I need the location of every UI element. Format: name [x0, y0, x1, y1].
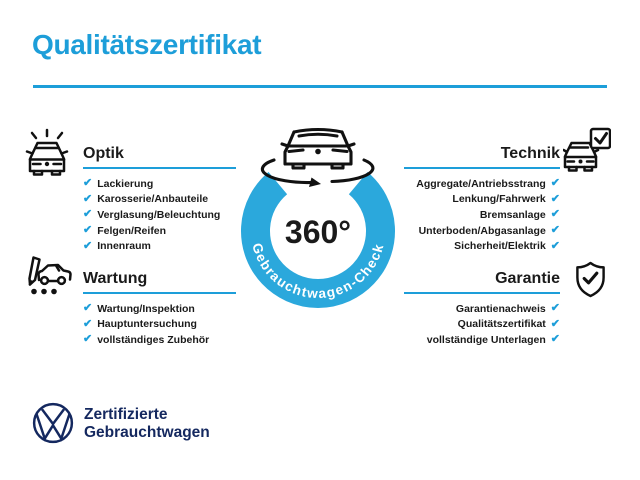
section-technik [404, 144, 560, 254]
checklist-item [83, 207, 236, 223]
checklist-item [404, 238, 560, 254]
checklist-item-label: Felgen/Reifen [97, 224, 167, 237]
checklist-item-label: vollständiges Zubehör [97, 333, 210, 346]
check-icon: ✔ [550, 208, 560, 221]
checklist-item-label: Hauptuntersuchung [97, 318, 197, 331]
checklist-item [404, 332, 560, 348]
section-divider [83, 167, 236, 169]
title-divider [33, 85, 607, 88]
checklist-item [404, 317, 560, 333]
checklist-item [404, 223, 560, 239]
checklist-item-label: Bremsanlage [479, 208, 546, 221]
brand-line-2: Gebrauchtwagen [84, 424, 210, 441]
section-wartung [83, 269, 236, 348]
check-icon: ✔ [83, 208, 93, 221]
check-icon: ✔ [550, 302, 560, 315]
checklist-item [404, 176, 560, 192]
check-icon: ✔ [550, 333, 560, 346]
check-icon: ✔ [550, 177, 560, 190]
checklist-item-label: Innenraum [97, 240, 151, 253]
check-icon: ✔ [550, 239, 560, 252]
brand-line-1: Zertifizierte [84, 406, 168, 423]
check-icon: ✔ [550, 192, 560, 205]
checklist-item-label: Verglasung/Beleuchtung [97, 208, 221, 221]
checklist-item-label: Sicherheit/Elektrik [454, 240, 546, 253]
checklist-item [404, 207, 560, 223]
checklist-item [83, 176, 236, 192]
brand-text [84, 406, 210, 442]
checklist-item-label: vollständige Unterlagen [426, 333, 546, 346]
checklist-item [83, 301, 236, 317]
checklist-item [404, 301, 560, 317]
checklist-item-label: Qualitätszertifikat [457, 318, 546, 331]
section-optik [83, 144, 236, 254]
car-360-rotation-icon [262, 130, 372, 183]
ring-label: Gebrauchtwagen-Check [249, 241, 387, 302]
checklist-item-label: Lackierung [97, 177, 154, 190]
shield-check-icon [574, 261, 607, 303]
section-title-technik: Technik [500, 145, 560, 162]
degree-label: 360° [284, 214, 352, 250]
car-front-shine-icon [24, 126, 70, 183]
page-title: Qualitätszertifikat [32, 29, 262, 60]
section-title-optik: Optik [83, 145, 124, 162]
checklist-garantie [404, 301, 560, 348]
check-icon: ✔ [83, 192, 93, 205]
check-icon: ✔ [83, 239, 93, 252]
check-icon: ✔ [83, 302, 93, 315]
checklist-item [83, 223, 236, 239]
service-checklist-icon [26, 254, 72, 301]
check-icon: ✔ [83, 177, 93, 190]
checklist-optik [83, 176, 236, 254]
vw-logo [31, 401, 75, 450]
section-divider [83, 292, 236, 294]
checklist-technik [404, 176, 560, 254]
section-divider [404, 167, 560, 169]
section-title-wartung: Wartung [83, 270, 148, 287]
car-checkbox-icon [563, 127, 611, 180]
check-icon: ✔ [550, 224, 560, 237]
check-icon: ✔ [83, 224, 93, 237]
checklist-item-label: Aggregate/Antriebsstrang [416, 177, 546, 190]
checklist-item [404, 192, 560, 208]
section-divider [404, 292, 560, 294]
checklist-item [83, 332, 236, 348]
checklist-item-label: Unterboden/Abgasanlage [418, 224, 546, 237]
check-icon: ✔ [83, 333, 93, 346]
section-garantie [404, 269, 560, 348]
checklist-item [83, 238, 236, 254]
checklist-item-label: Karosserie/Anbauteile [97, 193, 209, 206]
check-icon: ✔ [83, 317, 93, 330]
checklist-wartung [83, 301, 236, 348]
center-360-graphic [218, 118, 418, 323]
checklist-item [83, 192, 236, 208]
checklist-item-label: Garantienachweis [455, 302, 546, 315]
checklist-item [83, 317, 236, 333]
checklist-item-label: Lenkung/Fahrwerk [452, 193, 546, 206]
check-icon: ✔ [550, 317, 560, 330]
checklist-item-label: Wartung/Inspektion [97, 302, 195, 315]
section-title-garantie: Garantie [495, 270, 560, 287]
